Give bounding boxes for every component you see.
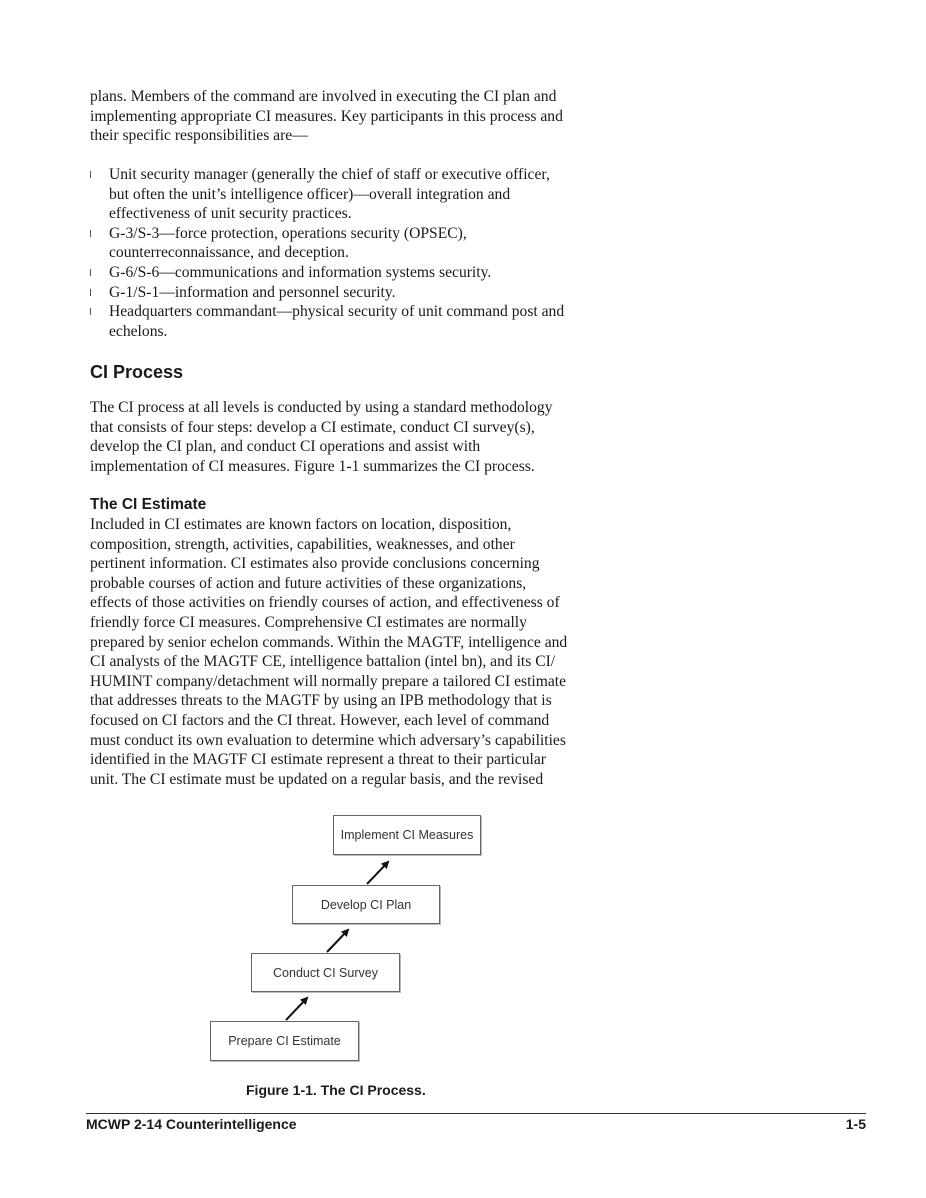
list-item: Unit security manager (generally the chief of staff or executive officer, but often the unit’s intelligence officer)—overall integration and effectiveness of unit security practices. [90, 165, 630, 224]
subsection-heading: The CI Estimate [90, 496, 207, 513]
participants-list [90, 165, 630, 341]
step-box-develop [292, 885, 440, 924]
text-line: must conduct its own evaluation to determine which adversary’s capabilities [90, 731, 566, 749]
text-line: effects of those activities on friendly courses of action, and effectiveness of [90, 594, 560, 612]
page-number: 1-5 [845, 1116, 866, 1132]
bullet-icon [90, 230, 91, 237]
text-line: The CI process at all levels is conducted by using a standard methodology [90, 399, 553, 416]
figure-caption: Figure 1-1. The CI Process. [246, 1082, 426, 1098]
estimate-paragraph [90, 515, 630, 789]
process-paragraph [90, 398, 630, 476]
text-line: CI analysts of the MAGTF CE, intelligence battalion (intel bn), and its CI/ [90, 653, 556, 671]
text-line: composition, strength, activities, capabilities, weaknesses, and other [90, 535, 515, 553]
step-label: Implement CI Measures [340, 828, 474, 842]
text-line: friendly force CI measures. Comprehensive CI estimates are normally [90, 613, 527, 631]
list-item: G-1/S-1—information and personnel security. [90, 283, 630, 303]
step-label: Prepare CI Estimate [228, 1034, 341, 1048]
footer-divider [86, 1113, 866, 1114]
footer-title: MCWP 2-14 Counterintelligence [86, 1116, 297, 1132]
bullet-icon [90, 171, 91, 178]
arrow-icon [286, 998, 307, 1020]
step-box-survey [251, 953, 400, 992]
text-line: develop the CI plan, and conduct CI operations and assist with [90, 438, 481, 456]
step-box-implement [333, 815, 481, 855]
intro-paragraph [90, 87, 630, 146]
text-line: implementing appropriate CI measures. Key participants in this process and [90, 107, 563, 125]
arrow-icon [327, 930, 348, 952]
text-line: their specific responsibilities are— [90, 127, 308, 145]
text-line: Included in CI estimates are known factors on location, disposition, [90, 516, 512, 533]
text-line: identified in the MAGTF CI estimate represent a threat to their particular [90, 751, 546, 769]
text-line: pertinent information. CI estimates also provide conclusions concerning [90, 555, 540, 573]
text-line: plans. Members of the command are involved in executing the CI plan and [90, 88, 557, 105]
bullet-icon [90, 289, 91, 296]
text-line: prepared by senior echelon commands. Within the MAGTF, intelligence and [90, 633, 568, 651]
text-line: focused on CI factors and the CI threat. However, each level of command [90, 711, 550, 729]
list-item: G-3/S-3—force protection, operations security (OPSEC), counterreconnaissance, and deception. [90, 224, 630, 263]
list-item: G-6/S-6—communications and information systems security. [90, 263, 630, 283]
bullet-icon [90, 269, 91, 276]
step-box-estimate [210, 1021, 359, 1061]
text-line: that consists of four steps: develop a CI estimate, conduct CI survey(s), [90, 418, 535, 436]
arrow-icon [367, 862, 388, 884]
list-item: Headquarters commandant—physical security of unit command post and echelons. [90, 302, 630, 341]
text-line: probable courses of action and future activities of these organizations, [90, 574, 527, 592]
section-heading: CI Process [90, 362, 184, 382]
step-label: Conduct CI Survey [273, 965, 378, 980]
text-line: implementation of CI measures. Figure 1-1 summarizes the CI process. [90, 457, 535, 475]
text-line: unit. The CI estimate must be updated on a regular basis, and the revised [90, 770, 544, 788]
text-line: HUMINT company/detachment will normally prepare a tailored CI estimate [90, 672, 567, 690]
text-line: that addresses threats to the MAGTF by using an IPB methodology that is [90, 692, 552, 710]
bullet-icon [90, 308, 91, 315]
step-label: Develop CI Plan [320, 897, 412, 912]
